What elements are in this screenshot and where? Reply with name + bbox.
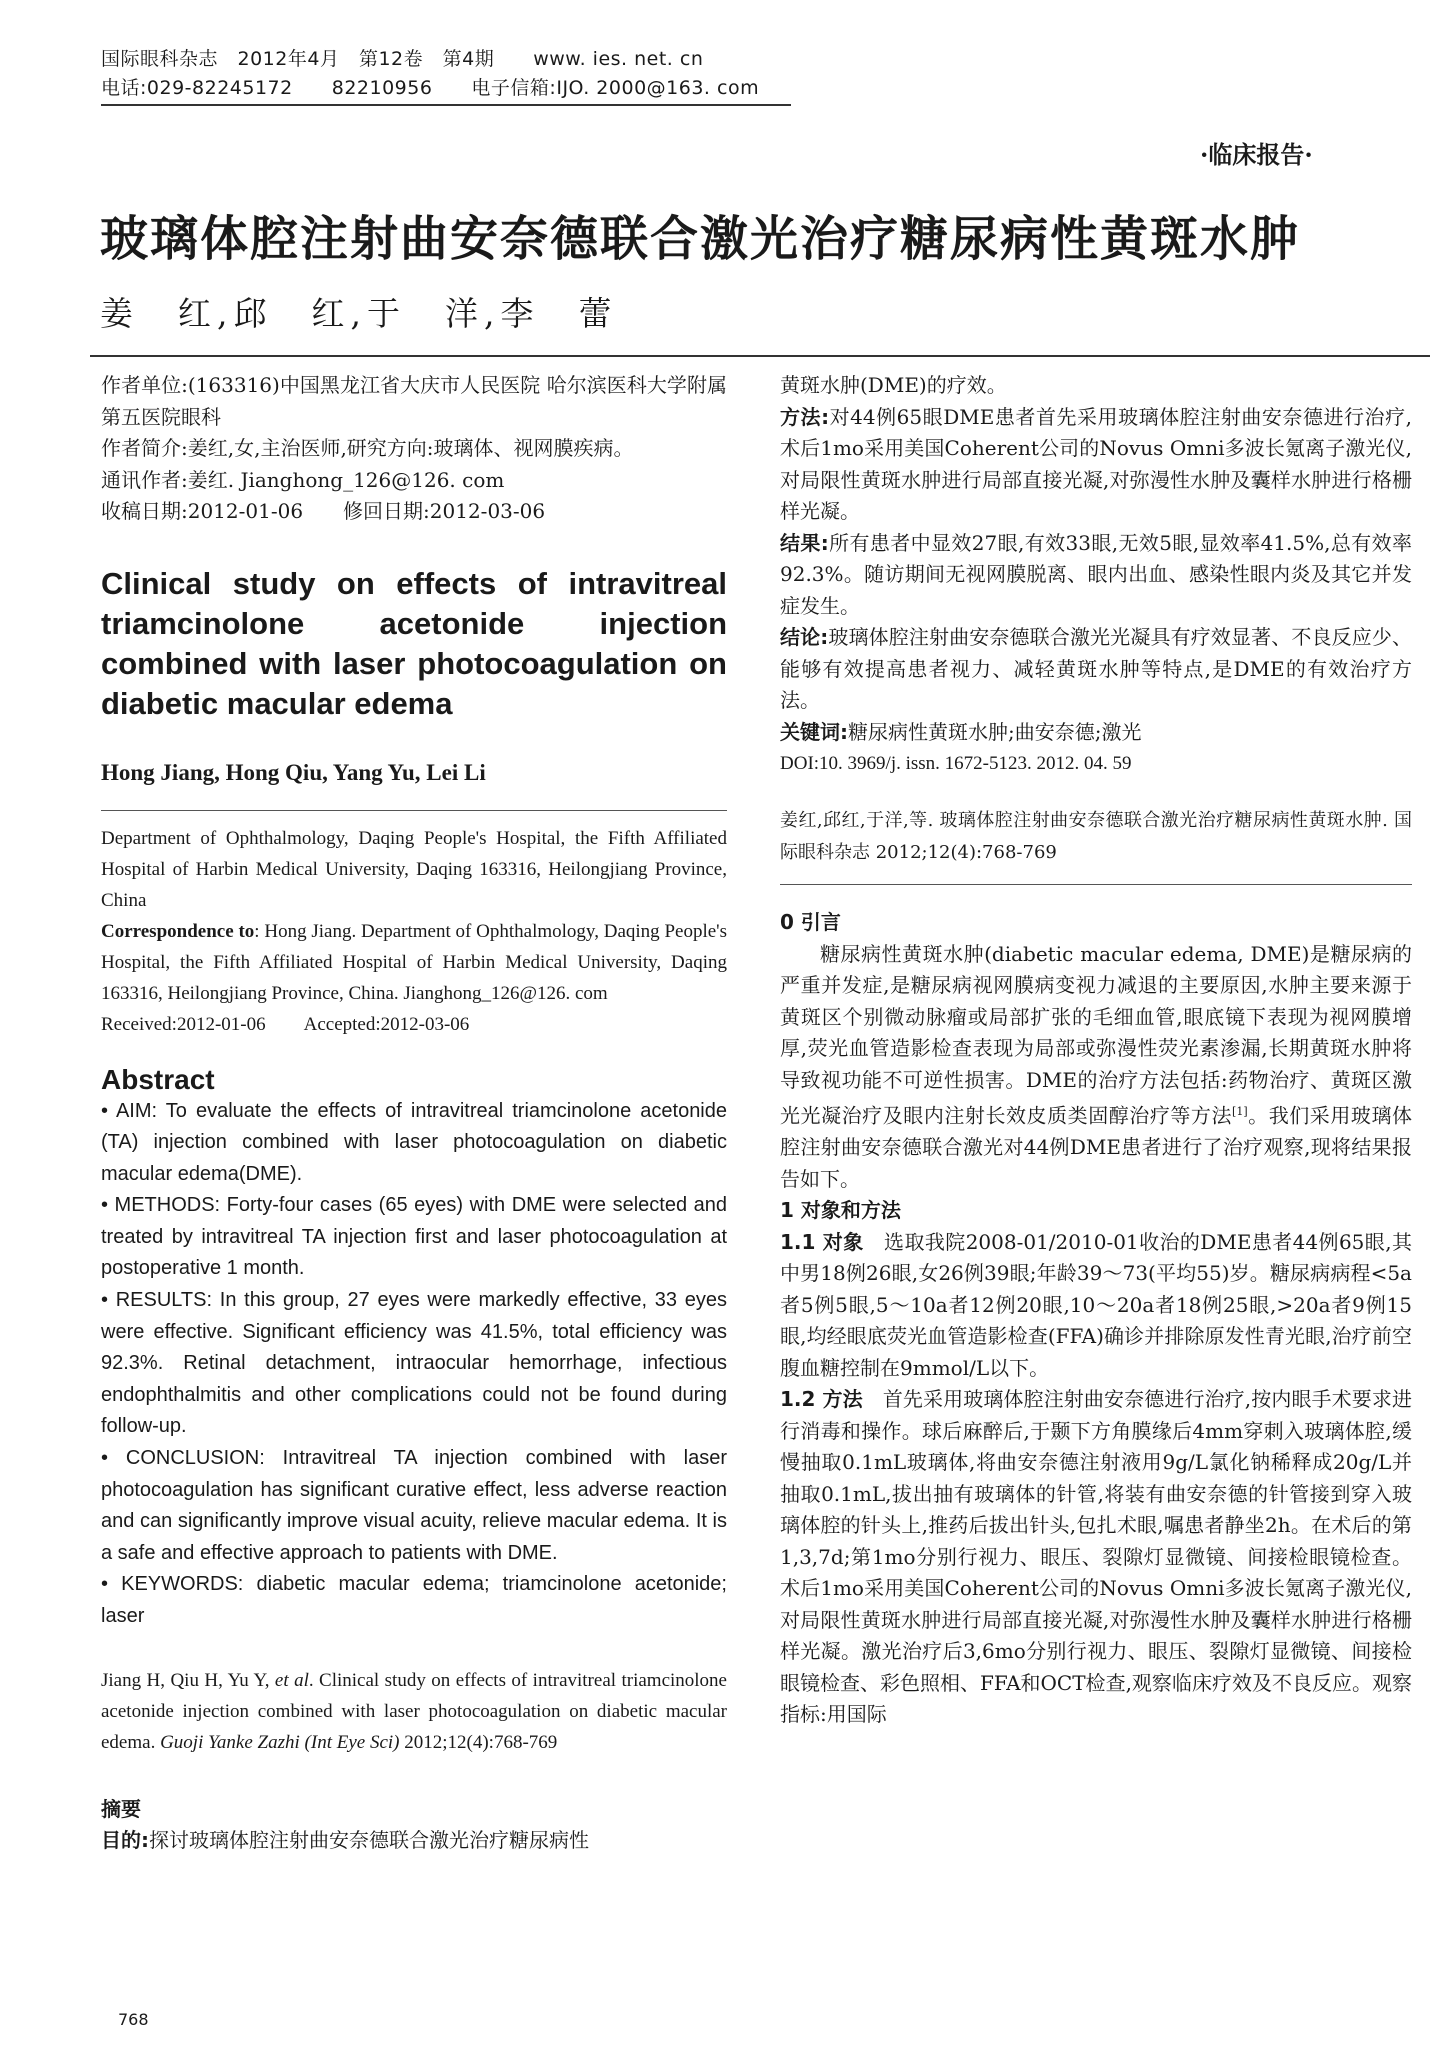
authors-rule (101, 810, 727, 811)
right-column (780, 370, 1412, 1731)
abstract-cn-results (780, 528, 1412, 623)
journal-header-line2: 电话:029-82245172 82210956 电子信箱:IJO. 2000@163. com (101, 77, 760, 99)
abstract-cn-keywords (780, 717, 1412, 749)
keywords-label: 关键词: (780, 719, 848, 744)
methods-text: 对44例65眼DME患者首先采用玻璃体腔注射曲安奈德进行治疗,术后1mo采用美国Coherent公司的Novus Omni多波长氪离子激光仪,对局限性黄斑水肿进行局部直接光凝,对弥漫性水肿及囊样水肿进行格栅样光凝。 (780, 404, 1412, 523)
citation-title: . Clinical study on effects of intravitreal triamcinolone acetonide injection combined with laser photocoagulation on diabetic macular edema. (101, 1669, 727, 1753)
received-dates-en: Received:2012-01-06 Accepted:2012-03-06 (101, 1013, 470, 1035)
section-1-2 (780, 1384, 1412, 1731)
doi: DOI:10. 3969/j. issn. 1672-5123. 2012. 04. 59 (780, 753, 1132, 774)
citation-journal: Guoji Yanke Zazhi (Int Eye Sci) (160, 1731, 400, 1753)
section-1-1 (780, 1227, 1412, 1385)
keywords-text: 糖尿病性黄斑水肿;曲安奈德;激光 (848, 719, 1142, 744)
citation-volume: 2012;12(4):768-769 (399, 1731, 558, 1753)
section-1-1-label: 1.1 对象 (780, 1229, 864, 1254)
authors-cn: 姜 红,邱 红,于 洋,李 蕾 (100, 294, 618, 333)
intro-reference[interactable]: [1] (1232, 1105, 1248, 1118)
correspondence-text: : Hong Jiang. Department of Ophthalmology, Daqing People's Hospital, the Fifth Affiliated Hospital of Harbin Medical University, Daqing 163316, Heilongjiang Province, China. Jianghong_126@126. com (101, 920, 728, 1004)
corresponding-author: 通讯作者:姜红. Jianghong_126@126. com (101, 467, 505, 492)
citation-en (101, 1665, 727, 1758)
abstract-heading: Abstract (101, 1063, 215, 1095)
left-column (101, 370, 727, 1857)
conclusion-label: 结论: (780, 625, 829, 649)
header-rule (101, 104, 791, 106)
section-1-2-text: 首先采用玻璃体腔注射曲安奈德进行治疗,按内眼手术要求进行消毒和操作。球后麻醉后,于颞下方角膜缘后4mm穿刺入玻璃体腔,缓慢抽取0.1mL玻璃体,将曲安奈德注射液用9g/L氯化钠稀释成20g/L并抽取0.1mL,拔出抽有玻璃体的针管,将装有曲安奈德的针管接到穿入玻璃体腔的针头上,推药后拔出针头,包扎术眼,嘱患者静坐2h。在术后的第1,3,7d;第1mo分别行视力、眼压、裂隙灯显微镜、间接检眼镜检查。术后1mo采用美国Coherent公司的Novus Omni多波长氪离子激光仪,对局限性黄斑水肿进行局部直接光凝,对弥漫性水肿及囊样水肿进行格栅样光凝。激光治疗后3,6mo分别行视力、眼压、裂隙灯显微镜、间接检眼镜检查、彩色照相、FFA和OCT检查,观察临床疗效及不良反应。观察指标:用国际 (780, 1387, 1412, 1727)
results-label: 结果: (780, 530, 829, 555)
citation-etal: et al (274, 1669, 309, 1691)
correspondence-en (101, 916, 727, 1009)
citation-cn: 姜红,邱红,于洋,等. 玻璃体腔注射曲安奈德联合激光治疗糖尿病性黄斑水肿. 国际眼科杂志 2012;12(4):768-769 (780, 810, 1412, 863)
intro-paragraph (780, 939, 1412, 1196)
department-en: Department of Ophthalmology, Daqing People's Hospital, the Fifth Affiliated Hospital of Harbin Medical University, Daqing 163316, Heilongjiang Province, China (101, 827, 727, 911)
aim-label: 目的: (101, 1828, 149, 1853)
journal-header-line1: 国际眼科杂志 2012年4月 第12卷 第4期 www. ies. net. cn (101, 48, 704, 70)
section-1-heading: 1 对象和方法 (780, 1198, 901, 1223)
abstract-aim: • AIM: To evaluate the effects of intravitreal triamcinolone acetonide (TA) injection combined with laser photocoagulation on diabetic macular edema(DME). (101, 1099, 727, 1185)
abstract-methods: • METHODS: Forty-four cases (65 eyes) with DME were selected and treated by intravitreal TA injection first and laser photocoagulation at postoperative 1 month. (101, 1194, 727, 1280)
article-title-cn: 玻璃体腔注射曲安奈德联合激光治疗糖尿病性黄斑水肿 (100, 211, 1301, 267)
aim-text: 探讨玻璃体腔注射曲安奈德联合激光治疗糖尿病性 (149, 1828, 589, 1853)
section-1-1-text: 选取我院2008-01/2010-01收治的DME患者44例65眼,其中男18例26眼,女26例39眼;年龄39～73(平均55)岁。糖尿病病程<5a者5例5眼,5～10a者12例20眼,10～20a者18例25眼,>20a者9例15眼,均经眼底荧光血管造影检查(FFA)确诊并排除原发性青光眼,治疗前空腹血糖控制在9mmol/L以下。 (780, 1229, 1412, 1380)
affiliation-block (101, 370, 727, 528)
intro-text-a: 糖尿病性黄斑水肿(diabetic macular edema, DME)是糖尿病的严重并发症,是糖尿病视网膜病变视力减退的主要原因,水肿主要来源于黄斑区个别微动脉瘤或局部扩张的毛细血管,眼底镜下表现为视网膜增厚,荧光血管造影检查表现为局部或弥漫性荧光素渗漏,长期黄斑水肿将导致视功能不可逆性损害。DME的治疗方法包括:药物治疗、黄斑区激光光凝治疗及眼内注射长效皮质类固醇治疗等方法 (780, 941, 1412, 1128)
authors-en: Hong Jiang, Hong Qiu, Yang Yu, Lei Li (101, 759, 486, 785)
abstract-cn-aim-cont: 黄斑水肿(DME)的疗效。 (780, 373, 1007, 397)
section-1-2-label: 1.2 方法 (780, 1387, 863, 1412)
results-text: 所有患者中显效27眼,有效33眼,无效5眼,显效率41.5%,总有效率92.3%。随访期间无视网膜脱离、眼内出血、感染性眼内炎及其它并发症发生。 (780, 530, 1412, 618)
title-rule (90, 355, 1430, 357)
author-bio: 作者简介:姜红,女,主治医师,研究方向:玻璃体、视网膜疾病。 (101, 436, 634, 460)
page-number: 768 (118, 2010, 149, 2029)
section-0-heading: 0 引言 (780, 910, 841, 934)
abstract-cn-aim (101, 1825, 727, 1857)
received-dates-cn: 收稿日期:2012-01-06 修回日期:2012-03-06 (101, 499, 546, 523)
citation-rule (780, 884, 1412, 885)
intro-text-b: 。我们采用玻璃体腔注射曲安奈德联合激光对44例DME患者进行了治疗观察,现将结果报告如下。 (780, 1103, 1412, 1191)
affiliation: 作者单位:(163316)中国黑龙江省大庆市人民医院 哈尔滨医科大学附属第五医院眼科 (101, 373, 727, 429)
abstract-cn-conclusion (780, 622, 1412, 717)
conclusion-text: 玻璃体腔注射曲安奈德联合激光光凝具有疗效显著、不良反应少、能够有效提高患者视力、减轻黄斑水肿等特点,是DME的有效治疗方法。 (780, 625, 1413, 712)
article-title-en: Clinical study on effects of intravitreal triamcinolone acetonide injection combined with laser photocoagulation on diabetic macular edema (101, 565, 727, 721)
correspondence-label: Correspondence to (101, 920, 255, 942)
abstract-results: • RESULTS: In this group, 27 eyes were markedly effective, 33 eyes were effective. Significant efficiency was 41.5%, total efficiency was 92.3%. Retinal detachment, intraocular hemorrhage, infectious endophthalmitis and other complications could not be found during follow-up. (101, 1289, 727, 1438)
methods-label: 方法: (780, 404, 830, 429)
citation-authors: Jiang H, Qiu H, Yu Y, (101, 1669, 275, 1691)
abstract-conclusion: • CONCLUSION: Intravitreal TA injection combined with laser photocoagulation has significant curative effect, less adverse reaction and can significantly improve visual acuity, relieve macular edema. It is a safe and effective approach to patients with DME. (101, 1447, 727, 1564)
abstract-cn-methods (780, 402, 1412, 528)
abstract-cn-heading: 摘要 (101, 1796, 141, 1821)
abstract-keywords: • KEYWORDS: diabetic macular edema; triamcinolone acetonide; laser (101, 1573, 727, 1627)
section-label: ·临床报告· (1200, 140, 1313, 169)
